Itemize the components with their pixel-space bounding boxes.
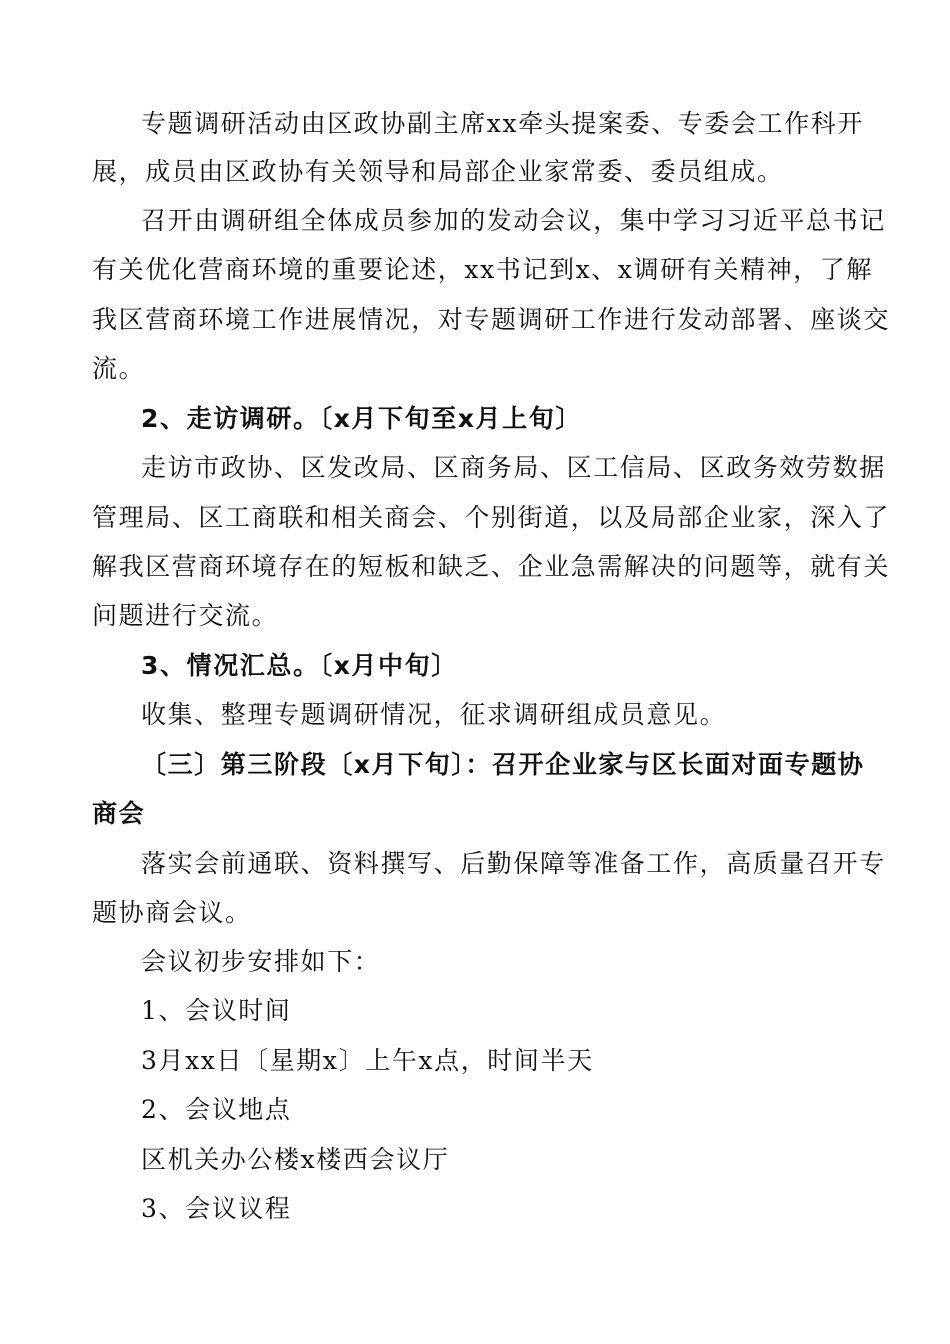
paragraph-line: 2、会议地点 <box>141 1095 292 1124</box>
paragraph-line: 问题进行交流。 <box>92 601 279 630</box>
section-heading: 3、情况汇总。〔x月中旬〕 <box>141 651 458 680</box>
paragraph-line: 3、会议议程 <box>141 1194 292 1223</box>
paragraph-line: 展，成员由区政协有关领导和局部企业家常委、委员组成。 <box>92 157 784 186</box>
paragraph-line: 解我区营商环境存在的短板和缺乏、企业急需解决的问题等，就有关 <box>92 552 891 581</box>
paragraph-line: 收集、整理专题调研情况，征求调研组成员意见。 <box>141 700 727 729</box>
section-heading: 商会 <box>92 799 146 828</box>
paragraph-line: 管理局、区工商联和相关商会、个别街道，以及局部企业家，深入了 <box>92 503 891 532</box>
paragraph-line: 题协商会议。 <box>92 898 252 927</box>
paragraph-line: 会议初步安排如下： <box>141 947 381 976</box>
paragraph-line: 流。 <box>92 354 146 383</box>
paragraph-line: 落实会前通联、资料撰写、后勤保障等准备工作，高质量召开专 <box>141 849 886 878</box>
paragraph-line: 我区营商环境工作进展情况，对专题调研工作进行发动部署、座谈交 <box>92 305 891 334</box>
paragraph-line: 3月xx日〔星期x〕上午x点，时间半天 <box>141 1046 594 1075</box>
paragraph-line: 走访市政协、区发改局、区商务局、区工信局、区政务效劳数据 <box>141 453 886 482</box>
section-heading: 2、走访调研。〔x月下旬至x月上旬〕 <box>141 404 582 433</box>
paragraph-line: 专题调研活动由区政协副主席xx牵头提案委、专委会工作科开 <box>141 109 865 138</box>
paragraph-line: 1、会议时间 <box>141 996 292 1025</box>
paragraph-line: 有关优化营商环境的重要论述，xx书记到x、x调研有关精神，了解 <box>92 255 873 284</box>
paragraph-line: 召开由调研组全体成员参加的发动会议，集中学习习近平总书记 <box>141 206 886 235</box>
section-heading: 〔三〕第三阶段〔x月下旬〕：召开企业家与区长面对面专题协 <box>141 750 865 779</box>
paragraph-line: 区机关办公楼x楼西会议厅 <box>141 1145 450 1174</box>
